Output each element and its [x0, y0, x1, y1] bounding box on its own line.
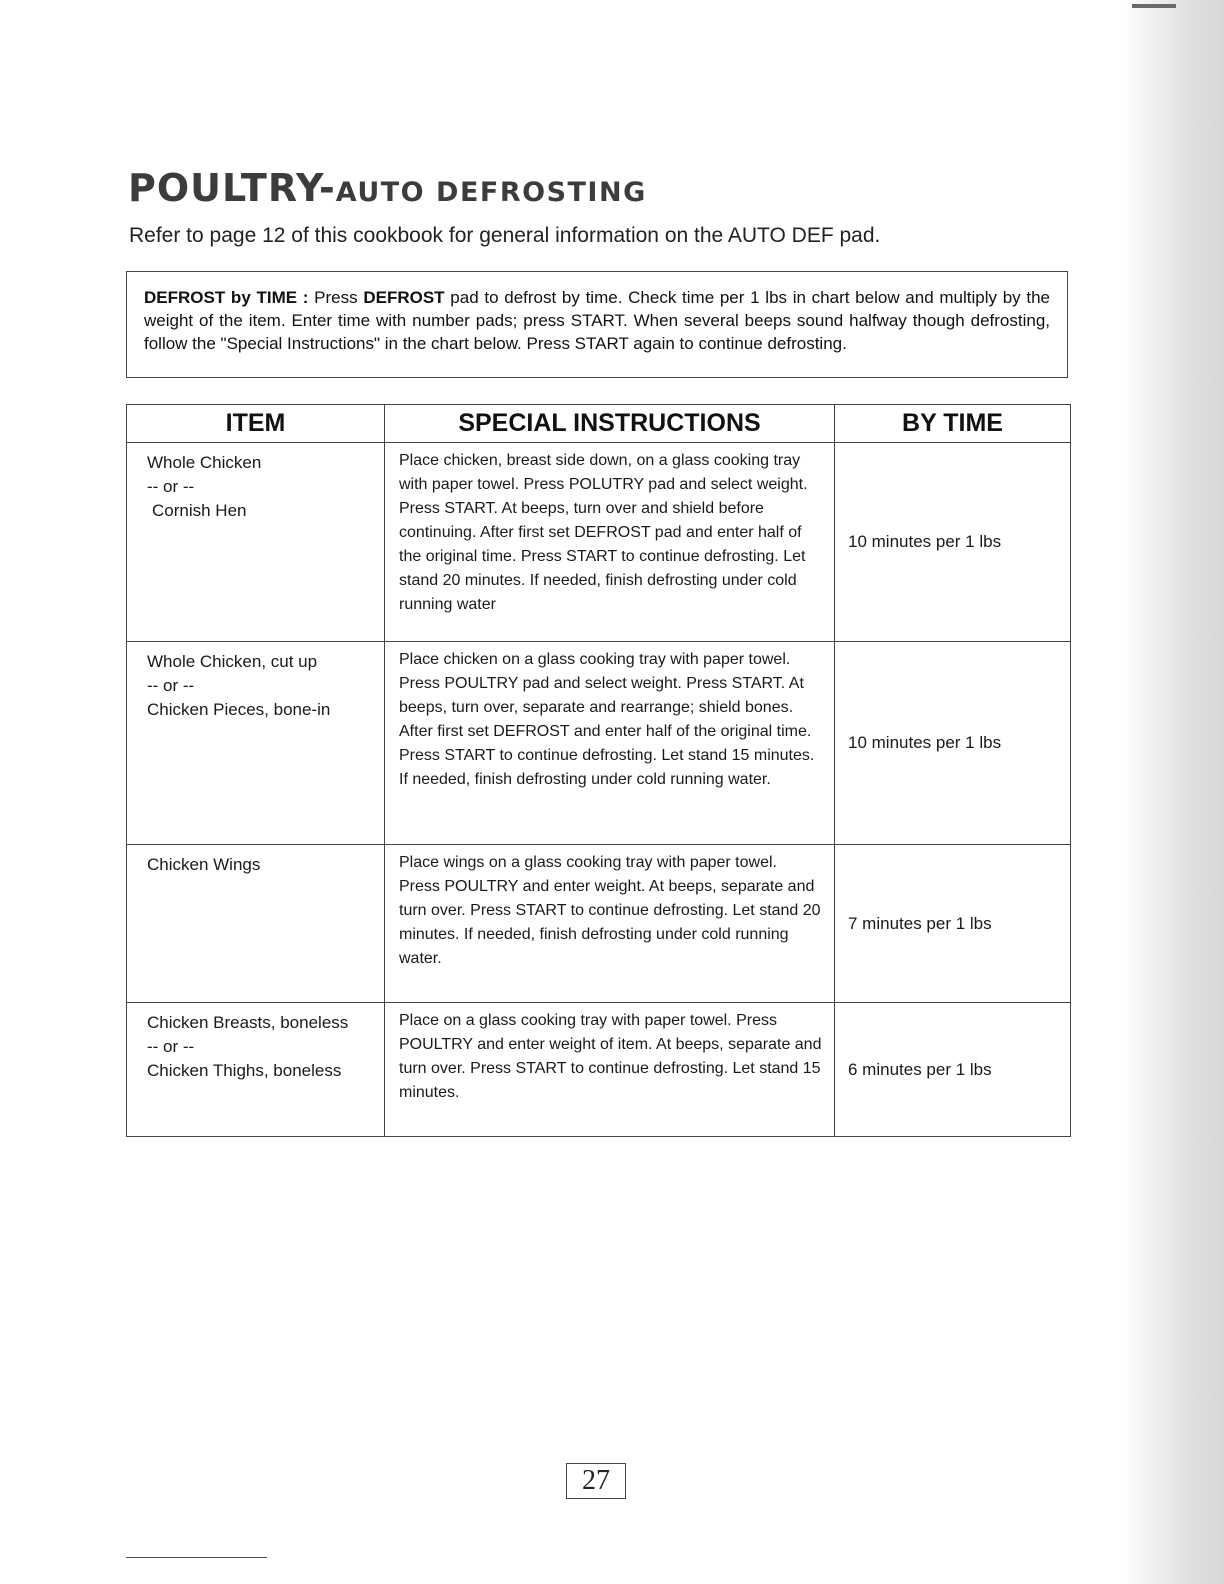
instructions-cell: Place chicken on a glass cooking tray with paper towel. Press POULTRY pad and select weight. Press START. At beeps, turn over, separate and rearrange; shield bones. After first set DEFROST and enter half of the original time. Press START to continue defrosting. Let stand 15 minutes. If needed, finish defrosting under cold running water. [385, 642, 835, 845]
item-name-alt: Chicken Thighs, boneless [147, 1061, 342, 1080]
item-or: -- or -- [147, 1037, 195, 1056]
instructions-cell: Place wings on a glass cooking tray with paper towel. Press POULTRY and enter weight. At beeps, separate and turn over. Press START to continue defrosting. Let stand 20 minutes. If needed, finish defrosting under cold running water. [385, 845, 835, 1003]
item-cell [127, 443, 385, 642]
defrost-box-text-2: pad to defrost by time. Check time per 1 lbs in chart below and multiply by the weight of the item. Enter time with number pads; press START. When several beeps sound halfway though defrosting, follow the "Special Instructions" in the chart below. Press START again to continue defrosting. [144, 288, 1050, 353]
instructions-cell: Place chicken, breast side down, on a glass cooking tray with paper towel. Press POLUTRY pad and select weight. Press START. At beeps, turn over and shield before continuing. After first set DEFROST pad and enter half of the original time. Press START to continue defrosting. Let stand 20 minutes. If needed, finish defrosting under cold running water [385, 443, 835, 642]
item-name: Whole Chicken, cut up [147, 652, 318, 671]
table-row [127, 642, 1071, 845]
item-name: Chicken Wings [147, 855, 261, 874]
page-edge-shadow [1124, 0, 1224, 1584]
item-name-alt: Chicken Pieces, bone-in [147, 700, 331, 719]
item-name-alt: Cornish Hen [152, 501, 247, 520]
item-cell [127, 1003, 385, 1137]
time-cell: 6 minutes per 1 lbs [835, 1003, 1071, 1137]
item-name: Chicken Breasts, boneless [147, 1013, 349, 1032]
defrost-by-time-box [126, 271, 1068, 378]
item-or: -- or -- [147, 676, 195, 695]
item-cell [127, 845, 385, 1003]
table-header-row [127, 405, 1071, 443]
table-row [127, 845, 1071, 1003]
defrost-chart-table [126, 404, 1071, 1137]
title-sub: AUTO DEFROSTING [335, 177, 647, 208]
defrost-box-pad-name: DEFROST [363, 288, 445, 307]
page-edge-mark [1132, 4, 1176, 8]
item-name: Whole Chicken [147, 453, 262, 472]
header-special-instructions: SPECIAL INSTRUCTIONS [385, 405, 835, 443]
page-number: 27 [566, 1463, 626, 1499]
title-separator: - [318, 166, 336, 210]
item-cell [127, 642, 385, 845]
header-by-time: BY TIME [835, 405, 1071, 443]
item-or: -- or -- [147, 477, 195, 496]
title-main: POULTRY [128, 166, 319, 210]
defrost-box-label: DEFROST by TIME : [144, 288, 309, 307]
defrost-box-text-1: Press [308, 288, 364, 307]
intro-text: Refer to page 12 of this cookbook for general information on the AUTO DEF pad. [129, 224, 881, 247]
page-title [128, 166, 647, 210]
time-cell: 7 minutes per 1 lbs [835, 845, 1071, 1003]
time-cell: 10 minutes per 1 lbs [835, 443, 1071, 642]
header-item: ITEM [127, 405, 385, 443]
instructions-cell: Place on a glass cooking tray with paper towel. Press POULTRY and enter weight of item. At beeps, separate and turn over. Press START to continue defrosting. Let stand 15 minutes. [385, 1003, 835, 1137]
time-cell: 10 minutes per 1 lbs [835, 642, 1071, 845]
table-row [127, 443, 1071, 642]
table-row [127, 1003, 1071, 1137]
footer-rule [126, 1557, 267, 1558]
